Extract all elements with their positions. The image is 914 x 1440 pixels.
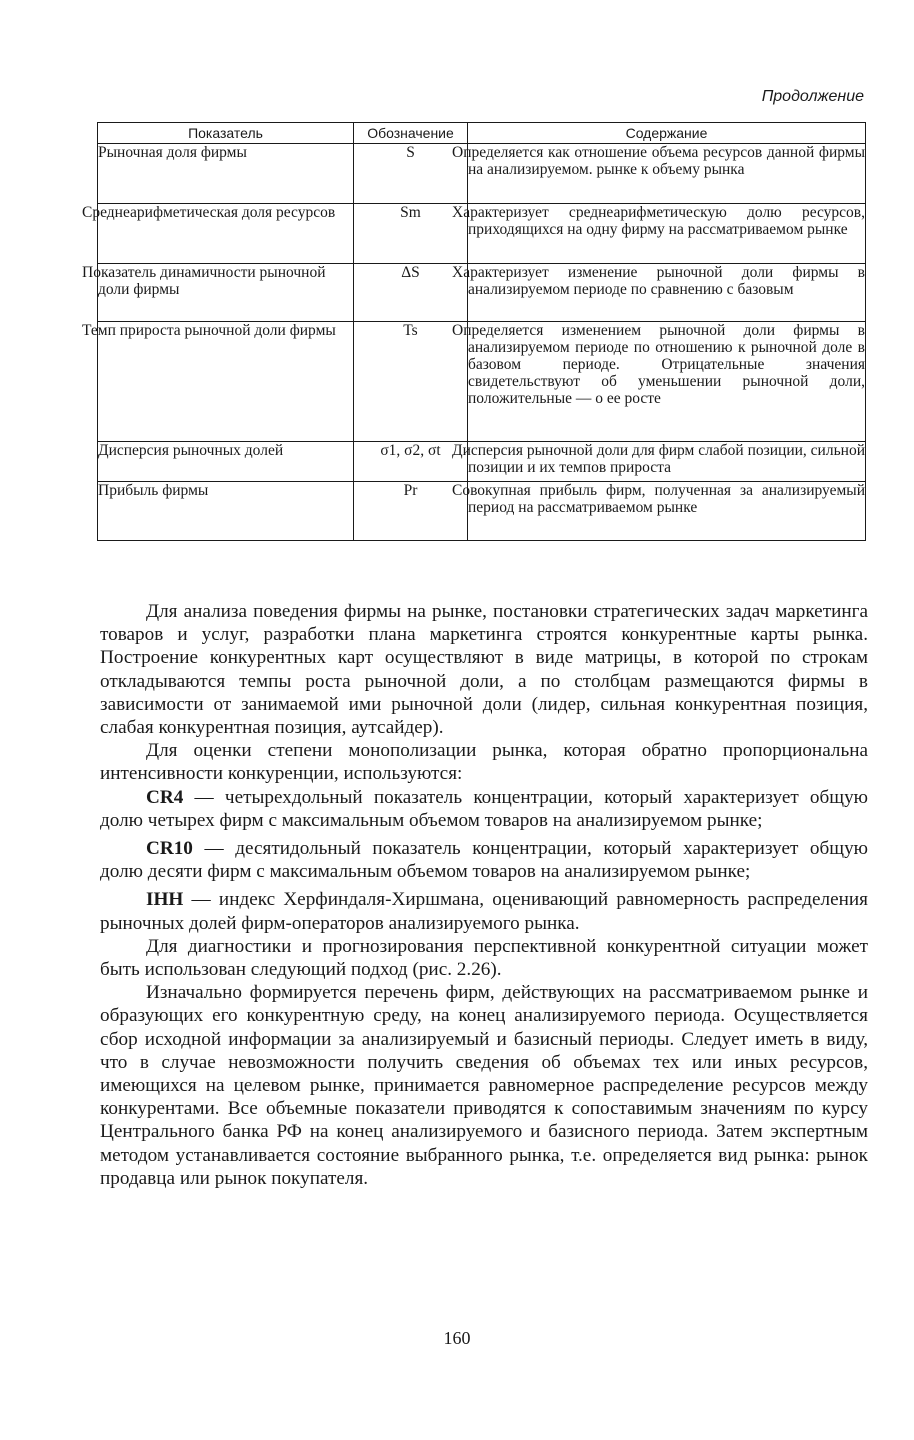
indicator-name: Темп прироста рыночной доли фирмы [98, 322, 354, 442]
indicator-symbol: σ1, σ2, σt [354, 442, 468, 482]
indicator-content: Дисперсия рыночной доли для фирм слабой позиции, сильной позиции и их темпов прироста [468, 442, 866, 482]
term-cr10: CR10 [146, 838, 193, 860]
indicator-content: Характеризует изменение рыночной доли фирмы в анализируемом периоде по сравнению с базовым [468, 264, 866, 322]
indicator-name: Рыночная доля фирмы [98, 144, 354, 204]
header-indicator: Показатель [98, 123, 354, 144]
paragraph-cr10 [100, 837, 868, 883]
body-text [100, 600, 868, 1190]
table-row [98, 264, 866, 322]
indicator-symbol: Pr [354, 482, 468, 541]
header-symbol: Обозначение [354, 123, 468, 144]
page-number: 160 [443, 1328, 471, 1348]
continued-label: Продолжение [761, 88, 864, 105]
indicator-name: Среднеарифметическая доля ресурсов [98, 204, 354, 264]
table-header-row [98, 123, 866, 144]
ihh-definition: — индекс Херфиндаля-Хиршмана, оценивающий равномерность распределения рыночных долей фирм-операторов анализируемого рынка. [100, 889, 868, 934]
cr10-definition: — десятидольный показатель концентрации, который характеризует общую долю десяти фирм с максимальным объемом товаров на анализируемом рынке; [100, 838, 868, 883]
term-ihh: IHH [146, 889, 184, 911]
indicator-symbol: Sm [354, 204, 468, 264]
paragraph-cr4 [100, 786, 868, 832]
indicator-name: Показатель динамичности рыночной доли фирмы [98, 264, 354, 322]
indicator-name: Прибыль фирмы [98, 482, 354, 541]
table-row [98, 204, 866, 264]
indicator-content: Определяется как отношение объема ресурсов данной фирмы на анализируемом. рынке к объему рынка [468, 144, 866, 204]
table-row [98, 442, 866, 482]
header-content: Содержание [468, 123, 866, 144]
paragraph-competitive-maps: Для анализа поведения фирмы на рынке, постановки стратегических задач маркетинга товаров и услуг, разработки плана маркетинга строятся конкурентные карты рынка. Построение конкурентных карт осуществляют в виде матрицы, в которой по строкам откладываются темпы роста рыночной доли, а по столбцам размещаются фирмы в зависимости от занимаемой ими рыночной доли (лидер, сильная конкурентная позиция, слабая конкурентная позиция, аутсайдер). [100, 601, 868, 739]
table-row [98, 144, 866, 204]
table-row [98, 482, 866, 541]
paragraph-diagnostics: Для диагностики и прогнозирования перспективной конкурентной ситуации может быть использован следующий подход (рис. 2.26). [100, 935, 868, 981]
indicator-symbol: S [354, 144, 468, 204]
paragraph-monopolization: Для оценки степени монополизации рынка, которая обратно пропорциональна интенсивности конкуренции, используются: [100, 740, 868, 785]
table-row [98, 322, 866, 442]
indicator-symbol: Ts [354, 322, 468, 442]
paragraph-ihh [100, 888, 868, 934]
indicator-content: Определяется изменением рыночной доли фирмы в анализируемом периоде по отношению к рыночной доле в базовом периоде. Отрицательные значения свидетельствуют об уменьшении рыночной доли, положительные — о ее росте [468, 322, 866, 442]
term-cr4: CR4 [146, 786, 184, 808]
indicator-symbol: ΔS [354, 264, 468, 322]
cr4-definition: — четырехдольный показатель концентрации, который характеризует общую долю четырех фирм с максимальным объемом товаров на анализируемом рынке; [100, 786, 868, 831]
indicators-table [82, 122, 866, 541]
indicator-content: Характеризует среднеарифметическую долю ресурсов, приходящихся на одну фирму на рассматриваемом рынке [468, 204, 866, 264]
indicator-name: Дисперсия рыночных долей [98, 442, 354, 482]
indicator-content: Совокупная прибыль фирм, полученная за анализируемый период на рассматриваемом рынке [468, 482, 866, 541]
paragraph-procedure: Изначально формируется перечень фирм, действующих на рассматриваемом рынке и образующих его конкурентную среду, на конец анализируемого периода. Осуществляется сбор исходной информации за анализируемый и базисный периоды. Следует иметь в виду, что в случае невозможности получить сведения об объемах тех или иных ресурсов, имеющихся на целевом рынке, принимается равномерное распределение ресурсов между конкурентами. Все объемные показатели приводятся к сопоставимым значениям по курсу Центрального банка РФ на конец анализируемого и базисного периода. Затем экспертным методом устанавливается состояние выбранного рынка, т.е. определяется вид рынка: рынок продавца или рынок покупателя. [100, 982, 868, 1189]
